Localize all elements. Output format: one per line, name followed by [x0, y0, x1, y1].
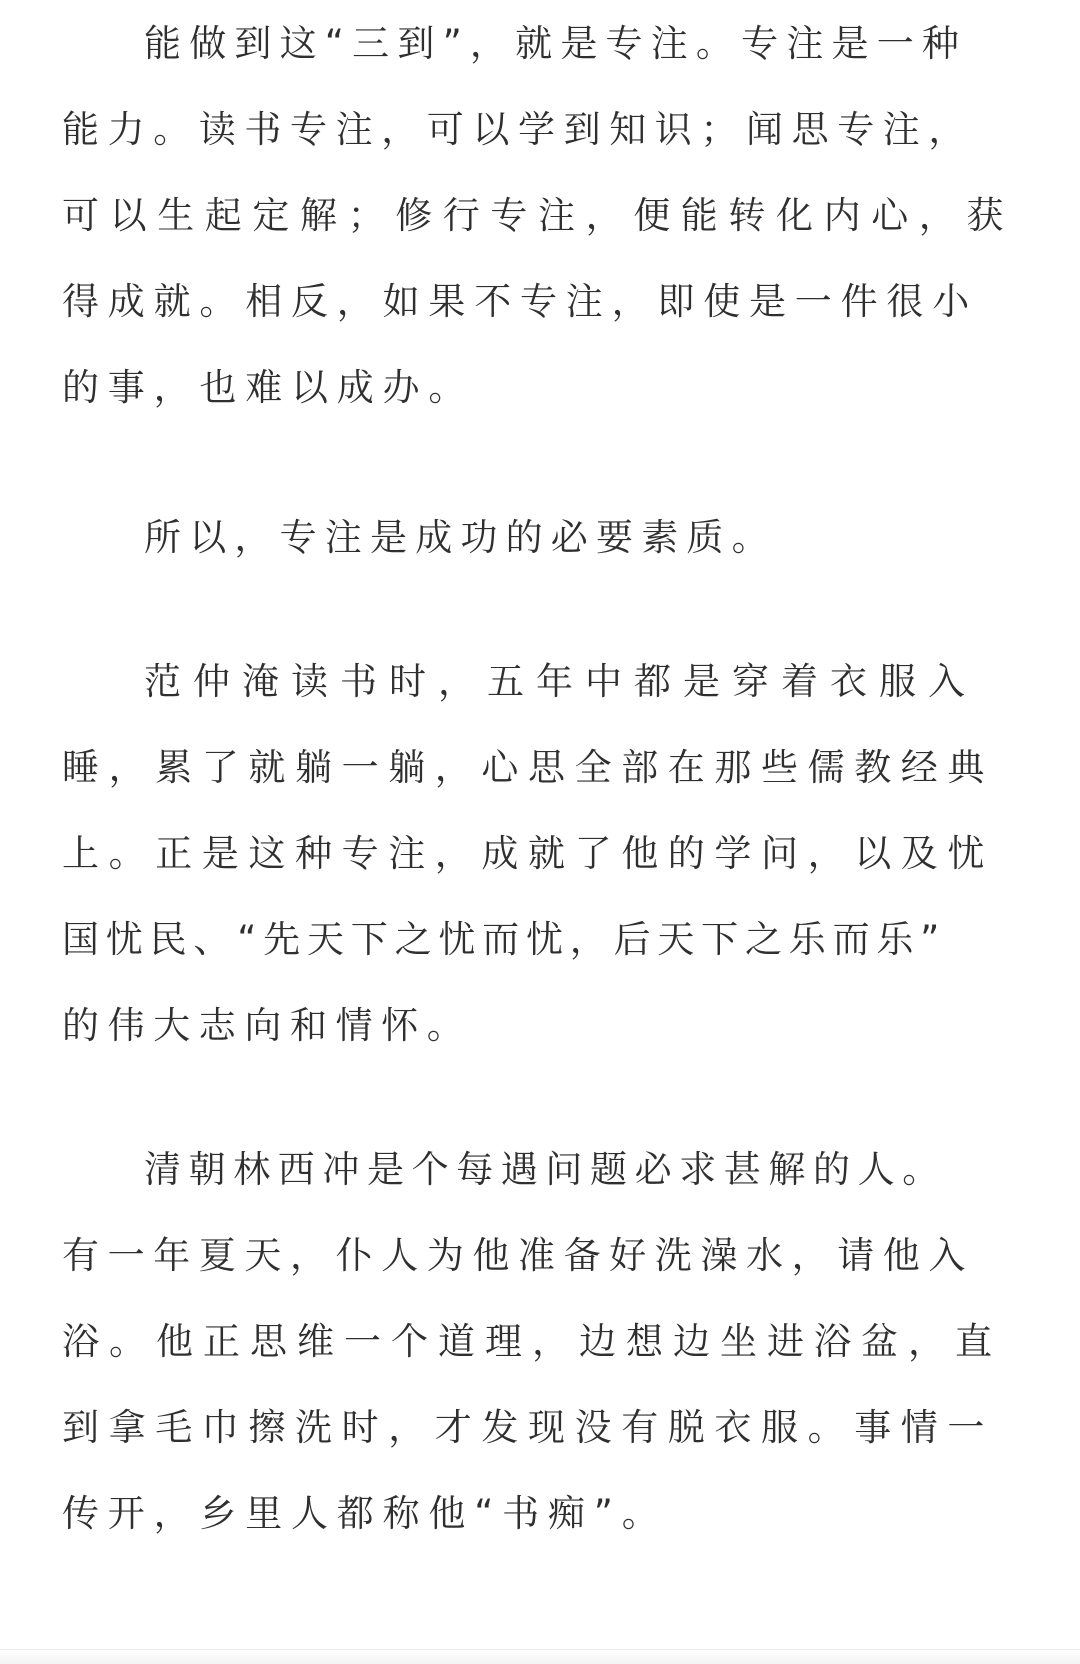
- text-line: 得成就。相反，如果不专注，即使是一件很小: [62, 280, 978, 323]
- text-line: 清朝林西冲是个每遇问题必求甚解的人。: [144, 1148, 947, 1191]
- text-line: 可以生起定解；修行专注，便能转化内心，获: [62, 194, 1014, 237]
- bottom-toolbar-edge: [0, 1649, 1080, 1664]
- text-line: 浴。他正思维一个道理，边想边坐进浴盆，直: [62, 1320, 1002, 1363]
- text-line: 传开，乡里人都称他“书痴”。: [62, 1492, 668, 1535]
- text-line: 能力。读书专注，可以学到知识；闻思专注，: [62, 108, 974, 151]
- text-line: 能做到这“三到”，就是专注。专注是一种: [144, 22, 968, 65]
- text-line: 到拿毛巾擦洗时，才发现没有脱衣服。事情一: [62, 1406, 994, 1449]
- text-line: 睡，累了就躺一躺，心思全部在那些儒教经典: [62, 746, 994, 789]
- text-line: 所以，专注是成功的必要素质。: [144, 516, 777, 559]
- text-line: 范仲淹读书时，五年中都是穿着衣服入: [144, 660, 977, 703]
- text-line: 国忧民、“先天下之忧而忧，后天下之乐而乐”: [62, 918, 947, 961]
- text-line: 的伟大志向和情怀。: [62, 1004, 473, 1047]
- text-line: 的事，也难以成办。: [62, 366, 475, 409]
- text-line: 有一年夏天，仆人为他准备好洗澡水，请他入: [62, 1234, 974, 1277]
- text-line: 上。正是这种专注，成就了他的学问，以及忧: [62, 832, 994, 875]
